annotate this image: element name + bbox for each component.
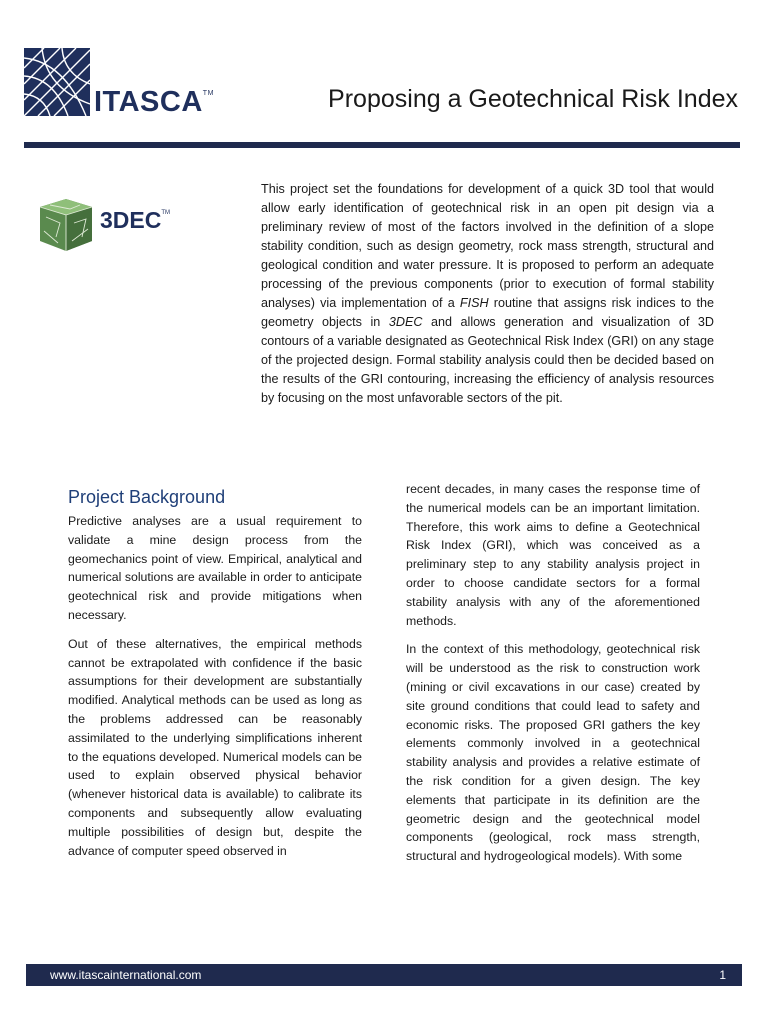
page-title: Proposing a Geotechnical Risk Index <box>328 85 738 113</box>
header-divider <box>24 142 740 148</box>
intro-paragraph: This project set the foundations for development of a quick 3D tool that would allow early identification of geotechnical risk in an open pit design via a preliminary review of most of the factors involved in the definition of a slope stability condition, such as design geometry, rock mass strength, structural and geological condition and water pressure. It is proposed to perform an adequate processing of the previous components (prior to execution of formal stability analyses) via implementation of a FISH routine that assigns risk indices to the geometry objects in 3DEC and allows generation and visualization of 3D contours of a variable designated as Geotechnical Risk Index (GRI) on any stage of the projected design. Formal stability analysis could then be decided based on the results of the GRI contouring, increasing the efficiency of analysis resources by focusing on the most unfavorable sectors of the pit. <box>261 182 714 405</box>
3dec-term: 3DEC <box>388 315 423 329</box>
section-heading: Project Background <box>68 487 226 507</box>
background-paragraph-1: Predictive analyses are a usual requirement to validate a mine design process from the geomechanics point of view. Empirical, analytical and numerical solutions are available in order to anticipate geotechnical risk and provide mitigations when necessary. <box>68 514 362 622</box>
background-paragraph-3: recent decades, in many cases the response time of the numerical models can be an important limitation. Therefore, this work aims to define a Geotechnical Risk Index (GRI), which was conceived as a preliminary step to any stability analysis project in order to choose candidate sectors for a formal stability analysis with any of the aforementioned methods. <box>406 482 700 628</box>
fish-term: FISH <box>459 296 489 310</box>
itasca-wordmark: ITASCA™ <box>94 86 214 118</box>
background-paragraph-4: In the context of this methodology, geotechnical risk will be understood as the risk to construction work (mining or civil excavations in our case) created by site ground conditions that could lead to safety and economic risks. The proposed GRI gathers the key elements commonly involved in a geotechnical stability analysis and provides a relative estimate of the risk condition for a given design. The key elements that participate in its definition are the geometric design and the geotechnical model components (geological, rock mass strength, structural and hydrogeological models). With some <box>406 642 700 864</box>
right-column <box>406 480 700 876</box>
page-number: 1 <box>719 968 726 982</box>
background-paragraph-2: Out of these alternatives, the empirical methods cannot be extrapolated with confidence if the basic assumptions for their development are substantially modified. Analytical methods can be used as long as the problems addressed can be reasonably assimilated to the underlying simplifications inherent to the equations developed. Numerical models can be used to explain observed physical behavior (whenever historical data is available) to calibrate its components and subsequently allow evaluating multiple possibilities of design but, despite the advance of computer speed observed in <box>68 636 362 858</box>
footer-bar <box>26 964 742 986</box>
3dec-product-name: 3DEC™ <box>100 207 171 233</box>
left-column <box>68 485 362 870</box>
footer-website-link[interactable]: www.itascainternational.com <box>50 968 202 982</box>
